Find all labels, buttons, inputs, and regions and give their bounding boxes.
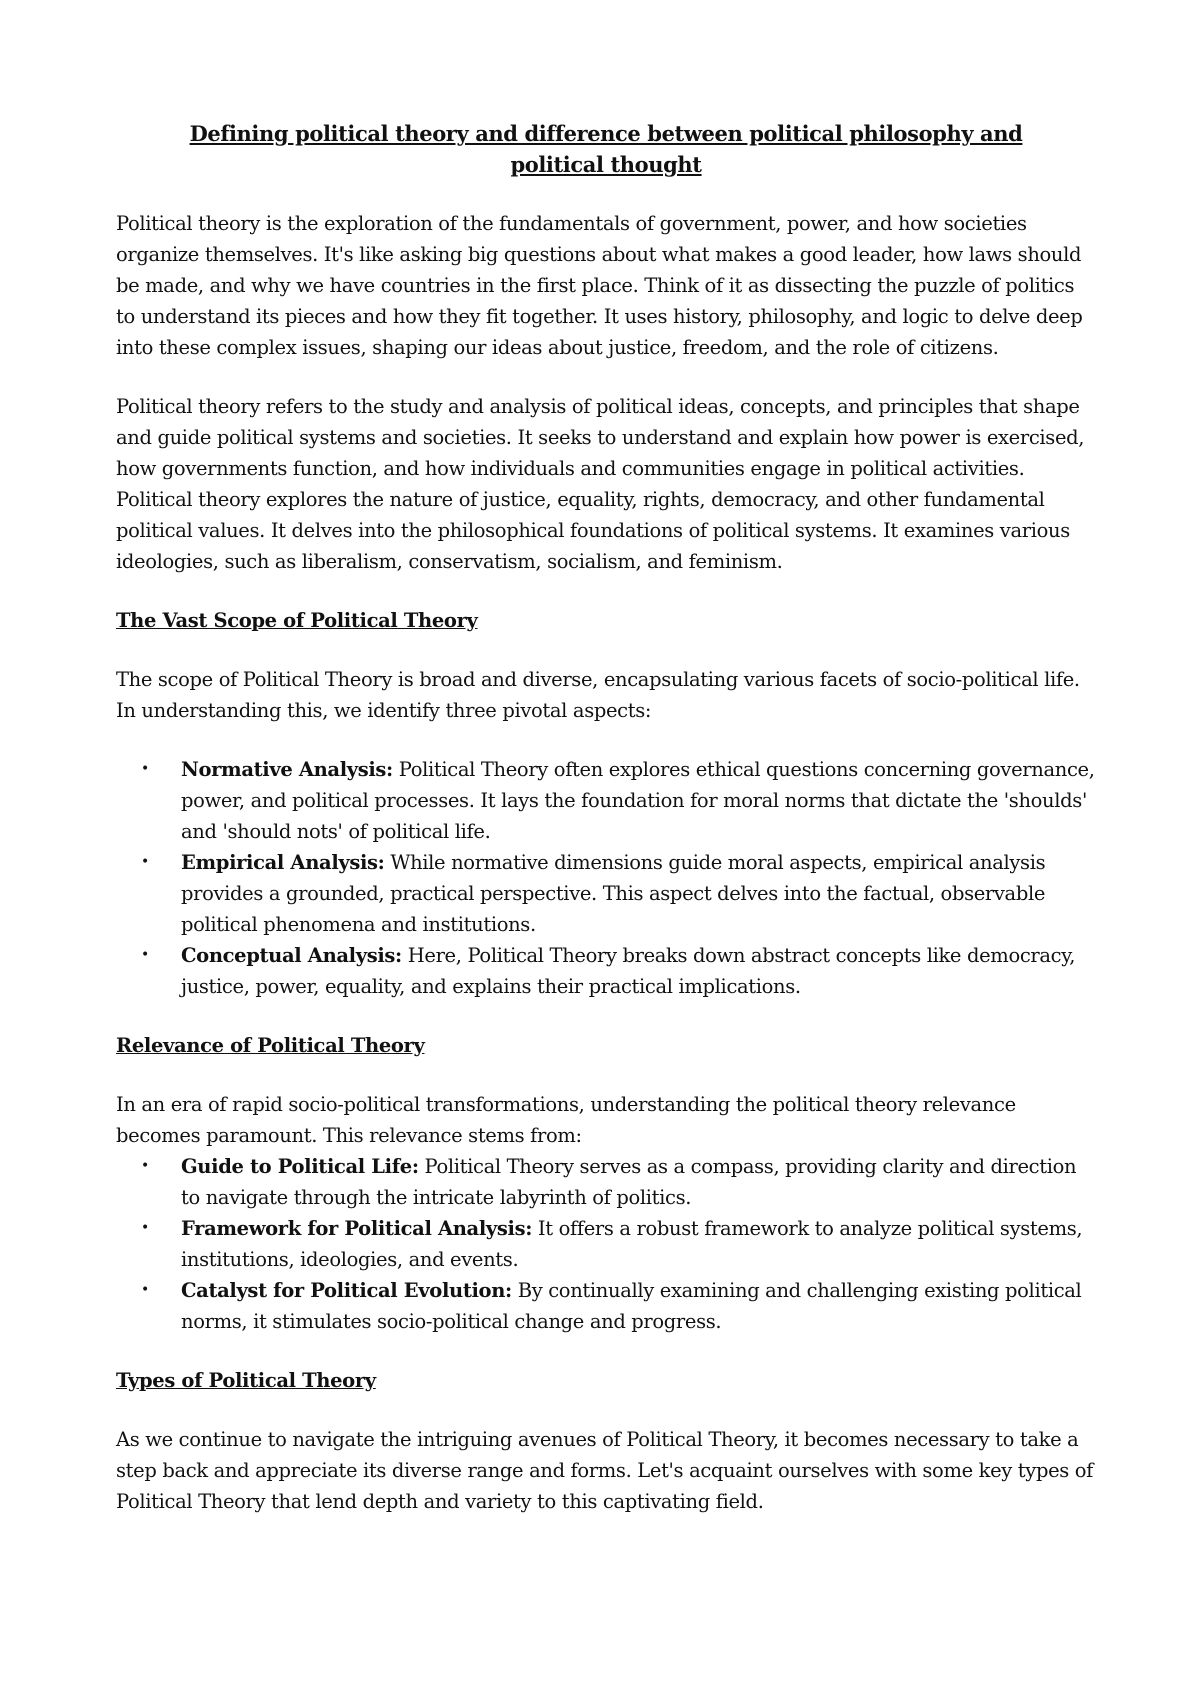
document-title: Defining political theory and difference between political philosophy and political thought xyxy=(189,121,1023,177)
intro-paragraph-2: Political theory refers to the study and analysis of political ideas, concepts, and principles that shape and guide political systems and societies. It seeks to understand and explain how power is exercised, how governments function, and how individuals and communities engage in political activities. Political theory explores the nature of justice, equality, rights, democracy, and other fundamental political values. It delves into the philosophical foundations of political systems. It examines various ideologies, such as liberalism, conservatism, socialism, and feminism. xyxy=(116,395,1085,573)
relevance-heading: Relevance of Political Theory xyxy=(116,1034,425,1057)
intro-paragraph-1: Political theory is the exploration of the fundamentals of government, power, and how societies organize themselves. It's like asking big questions about what makes a good leader, how laws should be made, and why we have countries in the first place. Think of it as dissecting the puzzle of politics to understand its pieces and how they fit together. It uses history, philosophy, and logic to delve deep into these complex issues, shaping our ideas about justice, freedom, and the role of citizens. xyxy=(116,212,1083,359)
relevance-paragraph: In an era of rapid socio-political transformations, understanding the political theory relevance becomes paramount. This relevance stems from: xyxy=(116,1093,1016,1147)
relevance-list xyxy=(116,1151,1096,1337)
scope-heading: The Vast Scope of Political Theory xyxy=(116,609,478,632)
list-item-text: By continually examining and challenging existing political norms, it stimulates socio-political change and progress. xyxy=(181,1279,1082,1333)
list-item xyxy=(116,847,1096,940)
list-item-text: While normative dimensions guide moral aspects, empirical analysis provides a grounded, practical perspective. This aspect delves into the factual, observable political phenomena and institutions. xyxy=(181,851,1046,936)
list-item-lead: Empirical Analysis: xyxy=(181,851,385,874)
list-item-text: It offers a robust framework to analyze political systems, institutions, ideologies, and events. xyxy=(181,1217,1083,1271)
list-item-text: Here, Political Theory breaks down abstract concepts like democracy, justice, power, equality, and explains their practical implications. xyxy=(181,944,1076,998)
types-heading: Types of Political Theory xyxy=(116,1369,376,1392)
list-item-lead: Normative Analysis: xyxy=(181,758,393,781)
list-item xyxy=(116,754,1096,847)
list-item-text: Political Theory serves as a compass, providing clarity and direction to navigate through the intricate labyrinth of politics. xyxy=(181,1155,1077,1209)
list-item-lead: Catalyst for Political Evolution: xyxy=(181,1279,512,1302)
list-item xyxy=(116,1213,1096,1275)
list-item xyxy=(116,1275,1096,1337)
document-body xyxy=(116,118,1096,1545)
list-item xyxy=(116,940,1096,1002)
scope-paragraph: The scope of Political Theory is broad and diverse, encapsulating various facets of socio-political life. In understanding this, we identify three pivotal aspects: xyxy=(116,668,1080,722)
list-item-lead: Framework for Political Analysis: xyxy=(181,1217,533,1240)
list-item-lead: Guide to Political Life: xyxy=(181,1155,419,1178)
list-item xyxy=(116,1151,1096,1213)
types-paragraph: As we continue to navigate the intriguing avenues of Political Theory, it becomes necessary to take a step back and appreciate its diverse range and forms. Let's acquaint ourselves with some key types of Political Theory that lend depth and variety to this captivating field. xyxy=(116,1428,1094,1513)
scope-list xyxy=(116,754,1096,1002)
list-item-text: Political Theory often explores ethical questions concerning governance, power, and political processes. It lays the foundation for moral norms that dictate the 'shoulds' and 'should nots' of political life. xyxy=(181,758,1095,843)
list-item-lead: Conceptual Analysis: xyxy=(181,944,402,967)
